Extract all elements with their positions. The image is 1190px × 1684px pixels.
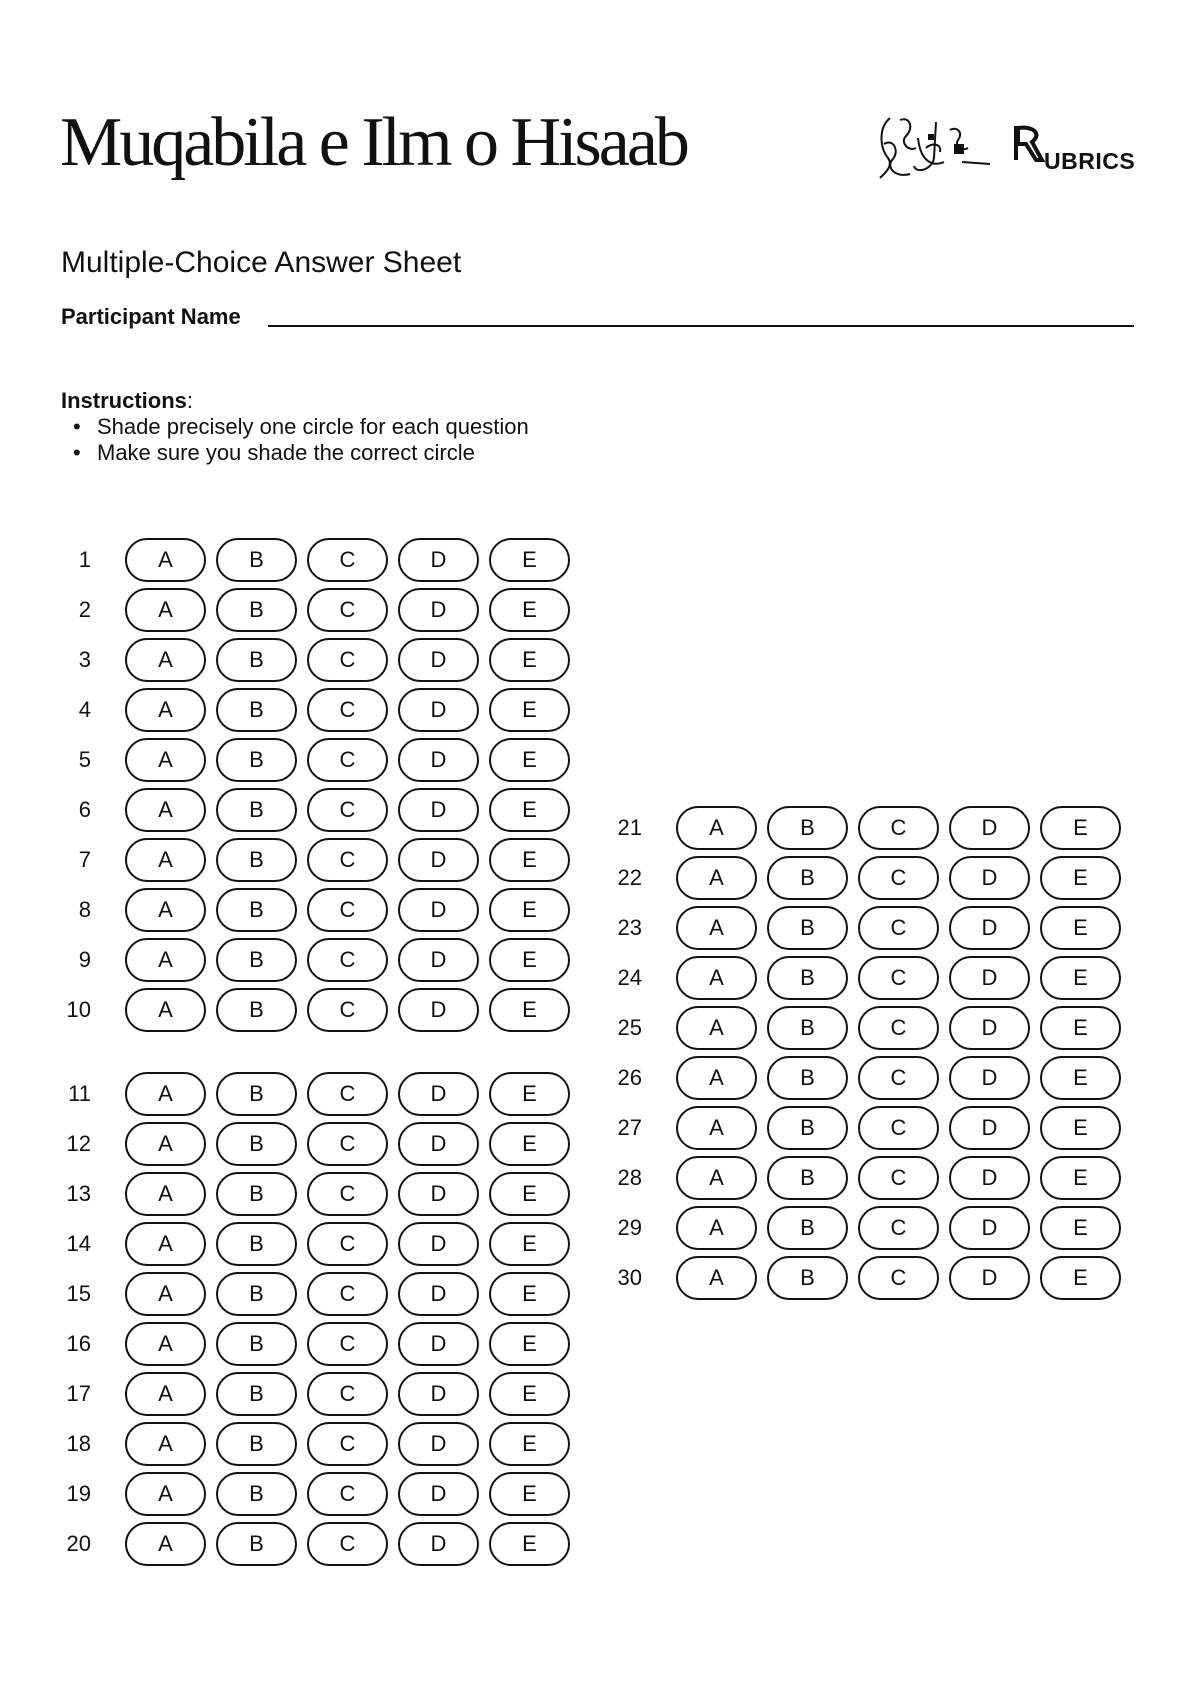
- answer-bubble-b[interactable]: B: [216, 588, 297, 632]
- question-number: 18: [66, 1431, 91, 1456]
- answer-bubble-d[interactable]: D: [398, 738, 479, 782]
- question-number: 25: [617, 1015, 642, 1040]
- question-number: 1: [78, 547, 91, 572]
- answer-bubble-c[interactable]: C: [858, 956, 939, 1000]
- answer-bubble-c[interactable]: C: [307, 1072, 388, 1116]
- answer-bubble-c[interactable]: C: [307, 1472, 388, 1516]
- question-row: [55, 1122, 575, 1166]
- answer-bubble-d[interactable]: D: [398, 1522, 479, 1566]
- question-row: [55, 538, 575, 582]
- answer-bubble-d[interactable]: D: [398, 838, 479, 882]
- question-number: 22: [617, 865, 642, 890]
- answer-bubble-e[interactable]: E: [1040, 1156, 1121, 1200]
- question-number: 27: [617, 1115, 642, 1140]
- question-number: 4: [78, 697, 91, 722]
- question-row: [606, 856, 1126, 900]
- answer-bubble-c[interactable]: C: [858, 1056, 939, 1100]
- answer-bubble-e[interactable]: E: [489, 888, 570, 932]
- question-row: [55, 1072, 575, 1116]
- question-row: [55, 588, 575, 632]
- answer-bubble-a[interactable]: A: [676, 1156, 757, 1200]
- answer-bubble-a[interactable]: A: [676, 1006, 757, 1050]
- answer-bubble-d[interactable]: D: [398, 788, 479, 832]
- question-number: 3: [78, 647, 91, 672]
- answer-bubble-e[interactable]: E: [1040, 1106, 1121, 1150]
- answer-bubble-a[interactable]: A: [125, 888, 206, 932]
- answer-bubble-e[interactable]: E: [1040, 806, 1121, 850]
- question-row: [55, 988, 575, 1032]
- answer-bubble-e[interactable]: E: [1040, 1056, 1121, 1100]
- question-number: 6: [78, 797, 91, 822]
- answer-bubble-b[interactable]: B: [767, 1056, 848, 1100]
- question-row: [55, 638, 575, 682]
- answer-bubble-b[interactable]: B: [767, 1156, 848, 1200]
- answer-bubble-a[interactable]: A: [676, 1056, 757, 1100]
- answer-bubble-b[interactable]: B: [216, 738, 297, 782]
- answer-bubble-b[interactable]: B: [767, 956, 848, 1000]
- answer-bubble-a[interactable]: A: [676, 1106, 757, 1150]
- answer-bubble-d[interactable]: D: [398, 638, 479, 682]
- answer-bubble-c[interactable]: C: [307, 538, 388, 582]
- answer-bubble-d[interactable]: D: [398, 988, 479, 1032]
- question-number: 2: [78, 597, 91, 622]
- answer-bubble-d[interactable]: D: [398, 1322, 479, 1366]
- answer-bubble-c[interactable]: C: [307, 888, 388, 932]
- question-row: [606, 956, 1126, 1000]
- answer-bubble-e[interactable]: E: [489, 738, 570, 782]
- answer-bubble-b[interactable]: B: [767, 1206, 848, 1250]
- answer-bubble-a[interactable]: A: [125, 1322, 206, 1366]
- answer-bubble-d[interactable]: D: [398, 1222, 479, 1266]
- answer-bubble-c[interactable]: C: [858, 1106, 939, 1150]
- answer-bubble-d[interactable]: D: [949, 1256, 1030, 1300]
- sheet-subtitle: Multiple-Choice Answer Sheet: [61, 246, 462, 279]
- answer-bubble-c[interactable]: C: [858, 1256, 939, 1300]
- answer-bubble-a[interactable]: A: [125, 838, 206, 882]
- answer-bubble-a[interactable]: A: [676, 906, 757, 950]
- question-number: 30: [617, 1265, 642, 1290]
- answer-bubble-d[interactable]: D: [949, 1206, 1030, 1250]
- question-number: 12: [66, 1131, 91, 1156]
- answer-bubble-d[interactable]: D: [398, 588, 479, 632]
- question-row: [55, 1272, 575, 1316]
- answer-bubble-a[interactable]: A: [125, 1422, 206, 1466]
- answer-bubble-b[interactable]: B: [216, 1472, 297, 1516]
- answer-bubble-d[interactable]: D: [949, 856, 1030, 900]
- answer-bubble-d[interactable]: D: [398, 538, 479, 582]
- answer-bubble-d[interactable]: D: [398, 1122, 479, 1166]
- answer-bubble-a[interactable]: A: [676, 856, 757, 900]
- answer-bubble-a[interactable]: A: [125, 788, 206, 832]
- question-row: [55, 738, 575, 782]
- answer-bubble-c[interactable]: C: [307, 1522, 388, 1566]
- answer-bubble-b[interactable]: B: [216, 1522, 297, 1566]
- answer-bubble-a[interactable]: A: [125, 1222, 206, 1266]
- answer-bubble-e[interactable]: E: [1040, 906, 1121, 950]
- answer-bubble-e[interactable]: E: [489, 1422, 570, 1466]
- answer-bubble-e[interactable]: E: [489, 938, 570, 982]
- instructions-heading: Instructions:: [61, 388, 194, 413]
- answer-bubble-d[interactable]: D: [949, 1156, 1030, 1200]
- answer-bubble-c[interactable]: C: [858, 806, 939, 850]
- answer-bubble-b[interactable]: B: [216, 788, 297, 832]
- question-row: [55, 1522, 575, 1566]
- answer-bubble-a[interactable]: A: [125, 1522, 206, 1566]
- question-number: 13: [66, 1181, 91, 1206]
- answer-bubble-e[interactable]: E: [489, 838, 570, 882]
- answer-bubble-c[interactable]: C: [858, 1006, 939, 1050]
- answer-bubble-a[interactable]: A: [125, 738, 206, 782]
- answer-bubble-a[interactable]: A: [125, 1372, 206, 1416]
- question-row: [55, 1222, 575, 1266]
- answer-bubble-e[interactable]: E: [489, 1072, 570, 1116]
- answer-bubble-e[interactable]: E: [489, 1372, 570, 1416]
- instruction-item: • Make sure you shade the correct circle: [73, 440, 475, 465]
- answer-bubble-b[interactable]: B: [216, 638, 297, 682]
- answer-bubble-e[interactable]: E: [1040, 956, 1121, 1000]
- answer-bubble-a[interactable]: A: [676, 1256, 757, 1300]
- answer-bubble-d[interactable]: D: [398, 1072, 479, 1116]
- answer-bubble-c[interactable]: C: [307, 1222, 388, 1266]
- answer-bubble-a[interactable]: A: [676, 806, 757, 850]
- question-number: 14: [66, 1231, 91, 1256]
- answer-bubble-b[interactable]: B: [216, 1372, 297, 1416]
- answer-bubble-e[interactable]: E: [489, 588, 570, 632]
- answer-bubble-b[interactable]: B: [767, 906, 848, 950]
- answer-bubble-b[interactable]: B: [216, 1272, 297, 1316]
- answer-bubble-c[interactable]: C: [307, 838, 388, 882]
- answer-bubble-e[interactable]: E: [489, 1472, 570, 1516]
- answer-bubble-d[interactable]: D: [949, 806, 1030, 850]
- answer-bubble-e[interactable]: E: [489, 788, 570, 832]
- answer-bubble-c[interactable]: C: [858, 1206, 939, 1250]
- answer-bubble-b[interactable]: B: [216, 1122, 297, 1166]
- question-row: [606, 1206, 1126, 1250]
- answer-bubble-d[interactable]: D: [398, 1272, 479, 1316]
- question-row: [606, 1056, 1126, 1100]
- answer-bubble-b[interactable]: B: [216, 938, 297, 982]
- answer-bubble-c[interactable]: C: [307, 588, 388, 632]
- answer-bubble-e[interactable]: E: [489, 538, 570, 582]
- answer-bubble-c[interactable]: C: [858, 1156, 939, 1200]
- question-number: 8: [78, 897, 91, 922]
- question-row: [55, 838, 575, 882]
- answer-bubble-c[interactable]: C: [858, 856, 939, 900]
- participant-name-field[interactable]: [268, 325, 1134, 327]
- question-row: [55, 1372, 575, 1416]
- answer-bubble-a[interactable]: A: [125, 1272, 206, 1316]
- answer-bubble-d[interactable]: D: [949, 1056, 1030, 1100]
- answer-bubble-d[interactable]: D: [398, 1172, 479, 1216]
- question-number: 29: [617, 1215, 642, 1240]
- answer-bubble-a[interactable]: A: [125, 938, 206, 982]
- answer-bubble-e[interactable]: E: [1040, 1256, 1121, 1300]
- question-row: [55, 1172, 575, 1216]
- question-row: [606, 806, 1126, 850]
- answer-bubble-e[interactable]: E: [489, 1122, 570, 1166]
- answer-bubble-c[interactable]: C: [307, 1372, 388, 1416]
- answer-bubble-a[interactable]: A: [125, 688, 206, 732]
- answer-bubble-d[interactable]: D: [398, 688, 479, 732]
- answer-bubble-d[interactable]: D: [398, 938, 479, 982]
- mehfil-calligraphy-logo-icon: [870, 108, 1010, 188]
- question-number: 9: [78, 947, 91, 972]
- answer-bubble-b[interactable]: B: [216, 1322, 297, 1366]
- answer-bubble-b[interactable]: B: [216, 888, 297, 932]
- answer-bubble-b[interactable]: B: [216, 838, 297, 882]
- answer-bubble-c[interactable]: C: [307, 738, 388, 782]
- answer-bubble-e[interactable]: E: [489, 988, 570, 1032]
- question-row: [55, 1322, 575, 1366]
- answer-bubble-b[interactable]: B: [216, 1172, 297, 1216]
- question-number: 20: [66, 1531, 91, 1556]
- answer-bubble-c[interactable]: C: [307, 1122, 388, 1166]
- answer-bubble-c[interactable]: C: [307, 1172, 388, 1216]
- question-number: 21: [617, 815, 642, 840]
- question-row: [55, 1422, 575, 1466]
- answer-bubble-e[interactable]: E: [1040, 1006, 1121, 1050]
- answer-bubble-a[interactable]: A: [125, 1172, 206, 1216]
- question-row: [606, 1256, 1126, 1300]
- question-row: [55, 938, 575, 982]
- answer-bubble-a[interactable]: A: [125, 988, 206, 1032]
- answer-bubble-c[interactable]: C: [307, 938, 388, 982]
- answer-bubble-c[interactable]: C: [307, 1422, 388, 1466]
- answer-bubble-c[interactable]: C: [307, 1322, 388, 1366]
- answer-bubble-c[interactable]: C: [307, 688, 388, 732]
- answer-bubble-b[interactable]: B: [216, 1222, 297, 1266]
- answer-bubble-a[interactable]: A: [676, 1206, 757, 1250]
- question-row: [606, 906, 1126, 950]
- question-number: 23: [617, 915, 642, 940]
- instructions-list: [73, 414, 529, 466]
- answer-bubble-b[interactable]: B: [216, 538, 297, 582]
- answer-bubble-e[interactable]: E: [1040, 1206, 1121, 1250]
- answer-bubble-e[interactable]: E: [489, 1522, 570, 1566]
- answer-bubble-d[interactable]: D: [398, 888, 479, 932]
- rubrics-logo-text: UBRICS: [1044, 148, 1136, 174]
- answer-bubble-b[interactable]: B: [216, 688, 297, 732]
- question-number: 19: [66, 1481, 91, 1506]
- answer-bubble-a[interactable]: A: [125, 638, 206, 682]
- question-number: 16: [66, 1331, 91, 1356]
- answer-bubble-e[interactable]: E: [489, 1222, 570, 1266]
- question-row: [55, 788, 575, 832]
- answer-bubble-d[interactable]: D: [949, 956, 1030, 1000]
- answer-bubble-c[interactable]: C: [307, 988, 388, 1032]
- answer-bubble-d[interactable]: D: [398, 1422, 479, 1466]
- question-row: [606, 1156, 1126, 1200]
- question-number: 15: [66, 1281, 91, 1306]
- answer-bubble-e[interactable]: E: [489, 1172, 570, 1216]
- answer-bubble-e[interactable]: E: [489, 638, 570, 682]
- answer-bubble-b[interactable]: B: [216, 1072, 297, 1116]
- answer-bubble-e[interactable]: E: [489, 1272, 570, 1316]
- answer-bubble-b[interactable]: B: [767, 806, 848, 850]
- question-row: [55, 888, 575, 932]
- answer-bubble-c[interactable]: C: [307, 638, 388, 682]
- question-row: [606, 1006, 1126, 1050]
- answer-bubble-b[interactable]: B: [767, 856, 848, 900]
- answer-bubble-a[interactable]: A: [125, 538, 206, 582]
- answer-bubble-d[interactable]: D: [398, 1472, 479, 1516]
- question-number: 7: [78, 847, 91, 872]
- answer-bubble-a[interactable]: A: [125, 1122, 206, 1166]
- rubrics-r-logo-icon: [1006, 120, 1046, 170]
- answer-bubble-d[interactable]: D: [398, 1372, 479, 1416]
- question-row: [606, 1106, 1126, 1150]
- answer-bubble-b[interactable]: B: [216, 1422, 297, 1466]
- instruction-item: • Shade precisely one circle for each question: [73, 414, 529, 439]
- answer-bubble-c[interactable]: C: [858, 906, 939, 950]
- answer-bubble-a[interactable]: A: [676, 956, 757, 1000]
- answer-bubble-c[interactable]: C: [307, 1272, 388, 1316]
- answer-bubble-c[interactable]: C: [307, 788, 388, 832]
- answer-bubble-d[interactable]: D: [949, 1006, 1030, 1050]
- question-number: 17: [66, 1381, 91, 1406]
- answer-bubble-b[interactable]: B: [767, 1106, 848, 1150]
- answer-bubble-a[interactable]: A: [125, 1072, 206, 1116]
- question-number: 28: [617, 1165, 642, 1190]
- answer-bubble-a[interactable]: A: [125, 1472, 206, 1516]
- answer-bubble-a[interactable]: A: [125, 588, 206, 632]
- answer-bubble-e[interactable]: E: [489, 1322, 570, 1366]
- answer-bubble-d[interactable]: D: [949, 1106, 1030, 1150]
- question-number: 10: [66, 997, 91, 1022]
- answer-bubble-e[interactable]: E: [1040, 856, 1121, 900]
- question-number: 5: [78, 747, 91, 772]
- answer-bubble-d[interactable]: D: [949, 906, 1030, 950]
- question-row: [55, 1472, 575, 1516]
- answer-bubble-b[interactable]: B: [767, 1256, 848, 1300]
- answer-bubble-b[interactable]: B: [767, 1006, 848, 1050]
- answer-bubble-b[interactable]: B: [216, 988, 297, 1032]
- page-title: Muqabila e Ilm o Hisaab: [60, 104, 687, 181]
- answer-bubble-e[interactable]: E: [489, 688, 570, 732]
- participant-name-label: Participant Name: [61, 304, 241, 329]
- question-number: 24: [617, 965, 642, 990]
- question-number: 11: [68, 1081, 91, 1106]
- question-row: [55, 688, 575, 732]
- question-number: 26: [617, 1065, 642, 1090]
